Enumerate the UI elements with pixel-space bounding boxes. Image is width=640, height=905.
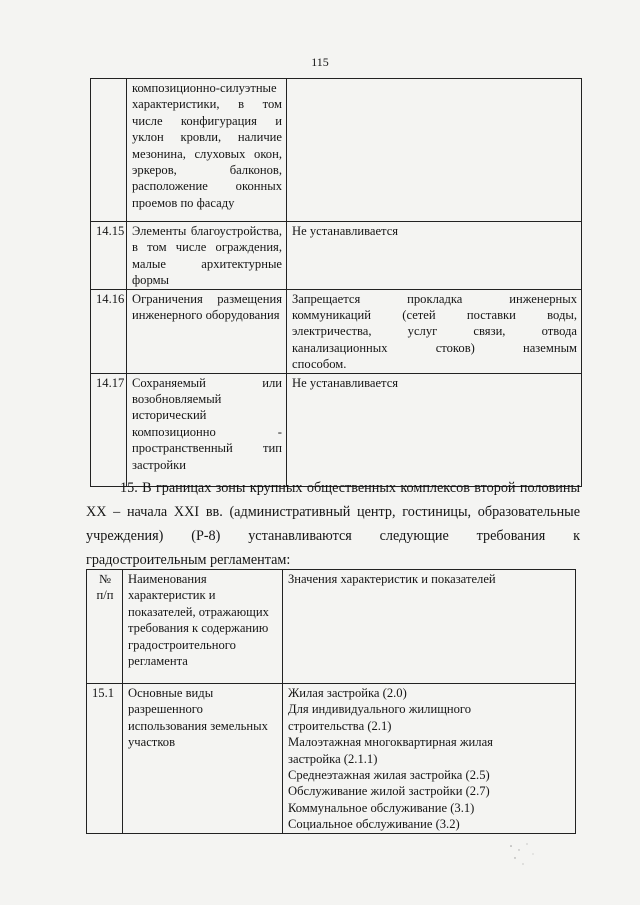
cell-line: строительства (2.1) (288, 718, 392, 733)
cell-line: градостроительного (128, 637, 236, 652)
paragraph-text: 15. В границах зоны крупных общественных комплексов второй половины XX – начала XXI вв. (административный центр, гостиницы, образовательные учреждения) (Р-8) устанавливаются следующие требования к градостроительным регламентам: (86, 480, 580, 568)
header-value-cell (283, 570, 576, 684)
table-row (91, 373, 582, 486)
cell-line: эркеров, балконов, (132, 163, 282, 178)
characteristics-table-15 (86, 569, 576, 834)
scan-artifact-dots (505, 840, 545, 870)
cell-line: разрешенного (128, 702, 203, 717)
cell-line: Жилая застройка (2.0) (288, 686, 407, 700)
value-cell (287, 373, 582, 486)
cell-line: композиционно - (132, 424, 282, 439)
characteristic-name-cell (127, 222, 287, 290)
page-number: 115 (311, 55, 329, 69)
table-row (87, 684, 576, 834)
cell-line: коммуникаций (сетей поставки воды, (292, 308, 577, 323)
section-15-paragraph (86, 476, 580, 572)
cell-line: малые архитектурные (132, 256, 282, 271)
cell-line: использования земельных (128, 718, 268, 733)
cell-line: Обслуживание жилой застройки (2.7) (288, 784, 490, 799)
value-cell (287, 289, 582, 373)
row-number-cell: 14.17 (91, 373, 127, 486)
value-cell (283, 684, 576, 834)
cell-line: характеристик и (128, 588, 216, 603)
characteristics-table-14 (90, 78, 582, 487)
table-header-row (87, 570, 576, 684)
table-row (91, 79, 582, 222)
cell-line: требования к содержанию (128, 621, 269, 636)
cell-line: застройка (2.1.1) (288, 751, 378, 766)
cell-line: мезонина, слуховых окон, (132, 146, 282, 161)
characteristic-name-cell (127, 289, 287, 373)
cell-line: возобновляемый (132, 392, 222, 407)
row-number-cell: 15.1 (87, 684, 123, 834)
value-cell (287, 79, 582, 222)
cell-line: характеристики, в том (132, 97, 282, 112)
cell-line: Не устанавливается (292, 224, 399, 238)
cell-line: Социальное обслуживание (3.2) (288, 817, 460, 832)
row-number-cell (91, 79, 127, 222)
cell-line: уклон кровли, наличие (132, 130, 282, 145)
cell-line: регламента (128, 654, 188, 669)
cell-line: композиционно-силуэтные (132, 81, 277, 95)
cell-line: Сохраняемый или (132, 375, 282, 390)
cell-line: № (98, 572, 112, 586)
table-row (91, 222, 582, 290)
header-name-cell (123, 570, 283, 684)
cell-line: Элементы благоустройства, (132, 224, 282, 238)
cell-line: исторический (132, 408, 207, 423)
characteristic-name-cell (123, 684, 283, 834)
characteristic-name-cell (127, 79, 287, 222)
cell-line: формы (132, 273, 169, 288)
cell-line: показателей, отражающих (128, 604, 269, 619)
cell-line: Для индивидуального жилищного (288, 702, 472, 717)
cell-line: пространственный тип (132, 441, 282, 456)
cell-line: застройки (132, 457, 187, 472)
cell-line: в том числе ограждения, (132, 240, 282, 255)
characteristic-name-cell (127, 373, 287, 486)
cell-line: расположение оконных (132, 179, 282, 194)
header-number-cell (87, 570, 123, 684)
cell-line: канализационных стоков) наземным (292, 340, 577, 355)
cell-line: Запрещается прокладка инженерных (292, 291, 577, 306)
value-cell (287, 222, 582, 290)
cell-line: п/п (96, 588, 114, 603)
row-number-cell: 14.16 (91, 289, 127, 373)
row-number-cell: 14.15 (91, 222, 127, 290)
table-row (91, 289, 582, 373)
cell-line: Не устанавливается (292, 375, 399, 390)
cell-line: числе конфигурация и (132, 113, 282, 128)
cell-line: Малоэтажная многоквартирная жилая (288, 735, 493, 750)
cell-line: участков (128, 735, 176, 750)
cell-line: Основные виды (128, 686, 214, 700)
cell-line: Ограничения размещения (132, 291, 282, 306)
cell-line: инженерного оборудования (132, 308, 280, 323)
cell-line: Значения характеристик и показателей (288, 572, 496, 586)
cell-line: электричества, услуг связи, отвода (292, 324, 577, 339)
cell-line: проемов по фасаду (132, 195, 235, 210)
cell-line: Наименования (128, 572, 207, 586)
cell-line: Среднеэтажная жилая застройка (2.5) (288, 768, 490, 783)
cell-line: способом. (292, 357, 347, 372)
cell-line: Коммунальное обслуживание (3.1) (288, 800, 475, 815)
